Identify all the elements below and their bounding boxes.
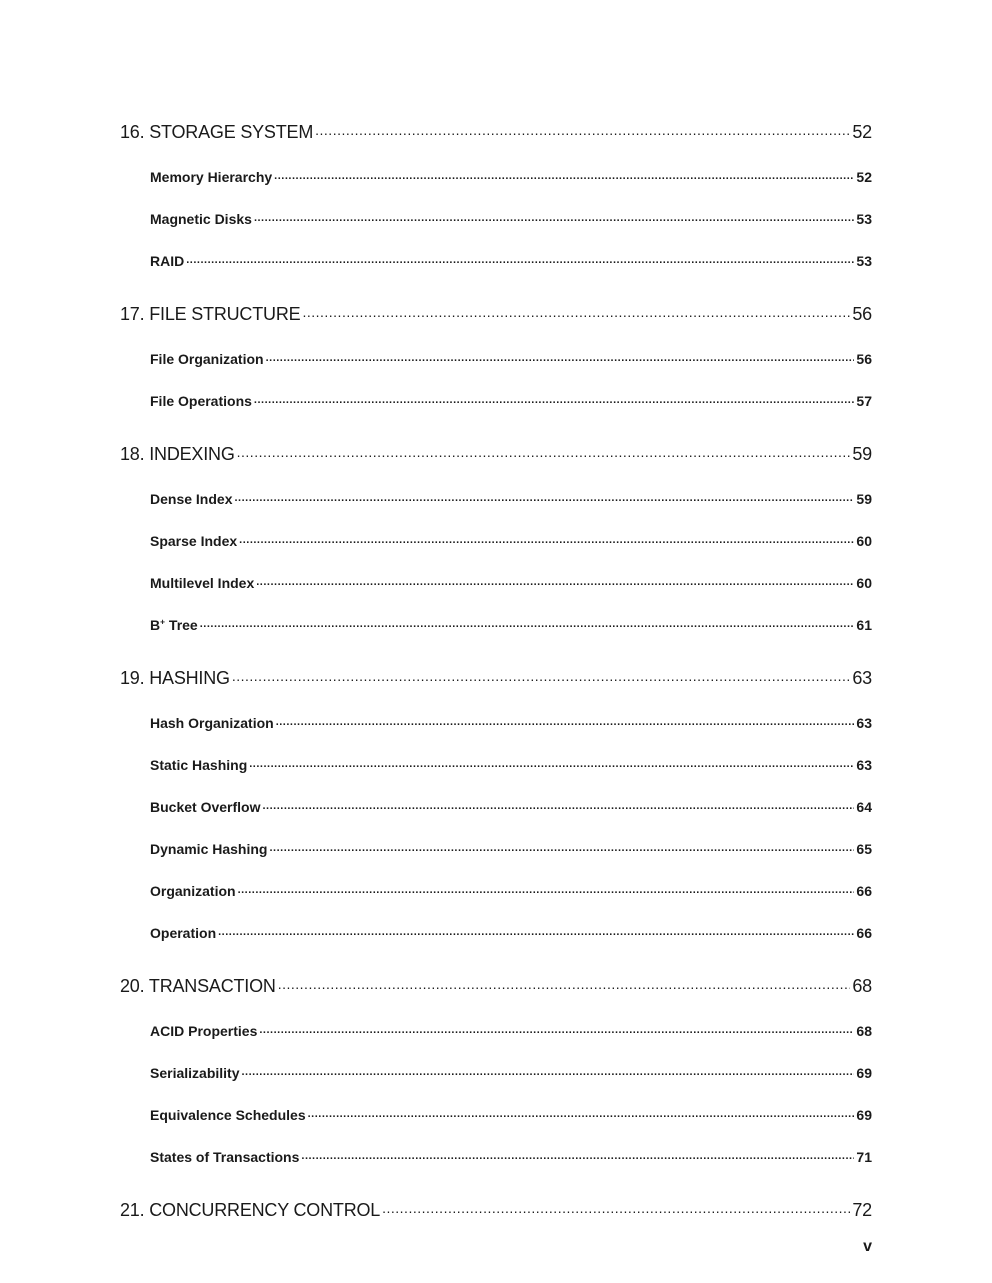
page-number: v bbox=[863, 1238, 872, 1255]
toc-chapter-20[interactable] bbox=[120, 974, 872, 997]
toc-entry-page: 52 bbox=[856, 169, 872, 185]
toc-entry-page: 72 bbox=[852, 1200, 872, 1220]
toc-entry-page: 56 bbox=[852, 304, 872, 324]
toc-section-hash-organization[interactable] bbox=[150, 714, 872, 731]
toc-entry-title: File Organization bbox=[150, 351, 264, 367]
toc-entry-page: 52 bbox=[852, 122, 872, 142]
toc-entry-title: States of Transactions bbox=[150, 1149, 300, 1165]
toc-section-acid-properties[interactable] bbox=[150, 1022, 872, 1039]
toc-section-organization[interactable] bbox=[150, 882, 872, 899]
toc-entry-title: 21. CONCURRENCY CONTROL bbox=[120, 1200, 381, 1220]
dot-leader bbox=[249, 756, 854, 770]
toc-entry-page: 59 bbox=[852, 444, 872, 464]
dot-leader bbox=[315, 120, 850, 138]
dot-leader bbox=[218, 924, 854, 938]
dot-leader bbox=[262, 798, 854, 812]
toc-section-states-of-transactions[interactable] bbox=[150, 1148, 872, 1165]
dot-leader bbox=[232, 666, 851, 684]
toc-section-file-operations[interactable] bbox=[150, 392, 872, 409]
dot-leader bbox=[382, 1198, 850, 1216]
toc-chapter-17[interactable] bbox=[120, 302, 872, 325]
toc-entry-title: Equivalence Schedules bbox=[150, 1107, 306, 1123]
toc-entry-title: Bucket Overflow bbox=[150, 799, 261, 815]
dot-leader bbox=[269, 840, 854, 854]
toc-entry-title: Sparse Index bbox=[150, 533, 238, 549]
toc-entry-page: 61 bbox=[856, 617, 872, 633]
toc-section-dense-index[interactable] bbox=[150, 490, 872, 507]
dot-leader bbox=[241, 1064, 854, 1078]
toc-chapter-19[interactable] bbox=[120, 666, 872, 689]
dot-leader bbox=[237, 442, 851, 460]
dot-leader bbox=[308, 1106, 855, 1120]
toc-entry-title: Organization bbox=[150, 883, 236, 899]
toc-entry-title: Dynamic Hashing bbox=[150, 841, 268, 857]
dot-leader bbox=[259, 1022, 854, 1036]
dot-leader bbox=[200, 616, 855, 630]
toc-entry-title: Static Hashing bbox=[150, 757, 248, 773]
toc-section-magnetic-disks[interactable] bbox=[150, 210, 872, 227]
toc-section-raid[interactable] bbox=[150, 252, 872, 269]
toc-section-dynamic-hashing[interactable] bbox=[150, 840, 872, 857]
toc-section-memory-hierarchy[interactable] bbox=[150, 168, 872, 185]
dot-leader bbox=[278, 974, 851, 992]
dot-leader bbox=[254, 210, 854, 224]
dot-leader bbox=[234, 490, 854, 504]
toc-section-multilevel-index[interactable] bbox=[150, 574, 872, 591]
dot-leader bbox=[266, 350, 855, 364]
toc-entry-page: 68 bbox=[852, 976, 872, 996]
toc-chapter-18[interactable] bbox=[120, 442, 872, 465]
toc-entry-page: 57 bbox=[856, 393, 872, 409]
dot-leader bbox=[239, 532, 854, 546]
toc-entry-title: 19. HASHING bbox=[120, 668, 230, 688]
toc-entry-page: 69 bbox=[856, 1107, 872, 1123]
toc-section-bucket-overflow[interactable] bbox=[150, 798, 872, 815]
toc-chapter-16[interactable] bbox=[120, 120, 872, 143]
toc-entry-page: 59 bbox=[856, 491, 872, 507]
toc-entry-page: 64 bbox=[856, 799, 872, 815]
toc-section-static-hashing[interactable] bbox=[150, 756, 872, 773]
toc-entry-page: 63 bbox=[856, 715, 872, 731]
toc-entry-page: 60 bbox=[856, 575, 872, 591]
toc-entry-title: 16. STORAGE SYSTEM bbox=[120, 122, 314, 142]
toc-entry-title: Memory Hierarchy bbox=[150, 169, 273, 185]
toc-section-b-plus-tree[interactable] bbox=[150, 616, 872, 633]
toc-entry-title: 17. FILE STRUCTURE bbox=[120, 304, 301, 324]
toc-entry-page: 66 bbox=[856, 883, 872, 899]
toc-section-equivalence-schedules[interactable] bbox=[150, 1106, 872, 1123]
toc-entry-title: 20. TRANSACTION bbox=[120, 976, 276, 996]
toc-entry-page: 53 bbox=[856, 253, 872, 269]
dot-leader bbox=[254, 392, 855, 406]
toc-section-operation[interactable] bbox=[150, 924, 872, 941]
toc-section-file-organization[interactable] bbox=[150, 350, 872, 367]
toc-entry-title: ACID Properties bbox=[150, 1023, 258, 1039]
toc-entry-page: 60 bbox=[856, 533, 872, 549]
toc-entry-page: 66 bbox=[856, 925, 872, 941]
dot-leader bbox=[302, 302, 850, 320]
toc-entry-title: Magnetic Disks bbox=[150, 211, 252, 227]
toc-entry-title: Multilevel Index bbox=[150, 575, 255, 591]
toc-entry-title: RAID bbox=[150, 253, 185, 269]
toc-entry-title: 18. INDEXING bbox=[120, 444, 235, 464]
dot-leader bbox=[186, 252, 854, 266]
toc-entry-title: Dense Index bbox=[150, 491, 233, 507]
toc-entry-title: File Operations bbox=[150, 393, 252, 409]
toc-entry-page: 63 bbox=[852, 668, 872, 688]
dot-leader bbox=[274, 168, 854, 182]
toc-entry-page: 63 bbox=[856, 757, 872, 773]
dot-leader bbox=[256, 574, 854, 588]
toc-entry-page: 68 bbox=[856, 1023, 872, 1039]
dot-leader bbox=[238, 882, 855, 896]
dot-leader bbox=[276, 714, 855, 728]
toc-entry-page: 69 bbox=[856, 1065, 872, 1081]
toc-entry-page: 71 bbox=[856, 1149, 872, 1165]
dot-leader bbox=[301, 1148, 854, 1162]
toc-entry-title: B+ Tree bbox=[150, 616, 198, 633]
toc-chapter-21[interactable] bbox=[120, 1198, 872, 1221]
toc-entry-page: 56 bbox=[856, 351, 872, 367]
toc-entry-title: Operation bbox=[150, 925, 217, 941]
toc-section-sparse-index[interactable] bbox=[150, 532, 872, 549]
toc-entry-page: 53 bbox=[856, 211, 872, 227]
toc-entry-title: Hash Organization bbox=[150, 715, 274, 731]
toc-section-serializability[interactable] bbox=[150, 1064, 872, 1081]
toc-entry-title: Serializability bbox=[150, 1065, 240, 1081]
toc-entry-page: 65 bbox=[856, 841, 872, 857]
